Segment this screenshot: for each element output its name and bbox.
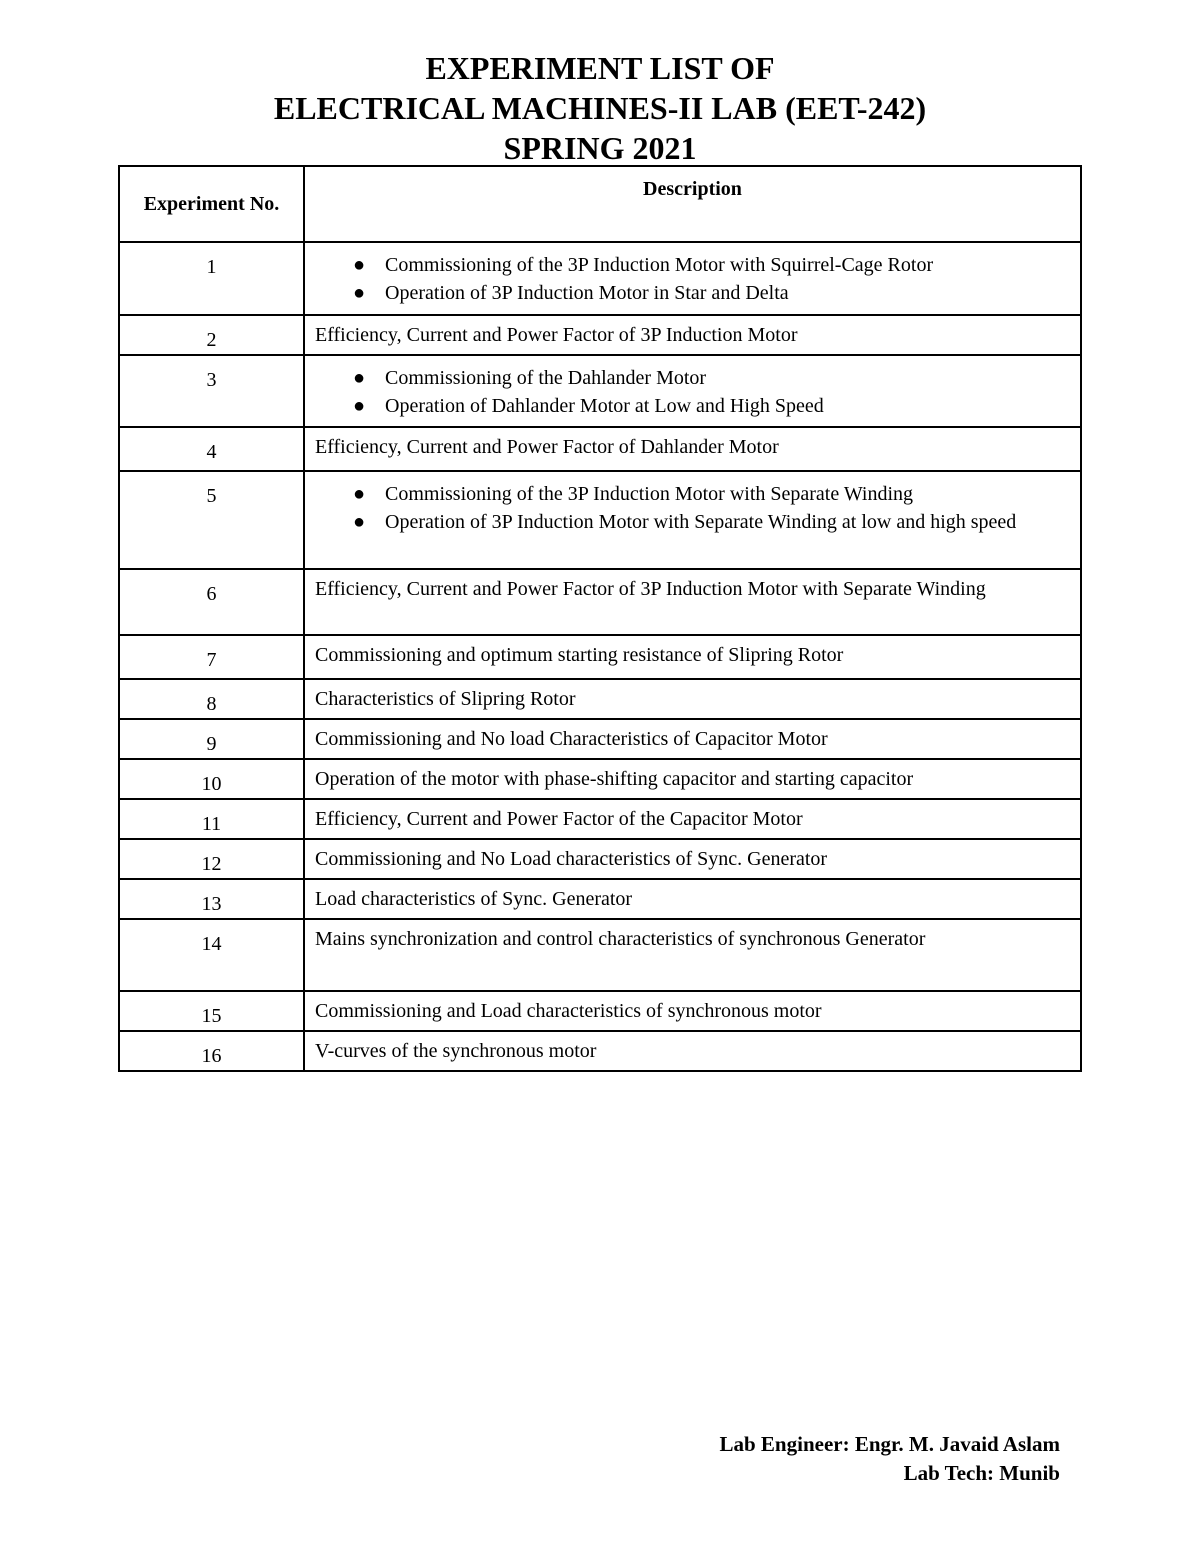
- signature-block: [719, 1430, 1060, 1488]
- table-body: [119, 242, 1081, 1071]
- description-text: Characteristics of Slipring Rotor: [315, 688, 576, 710]
- description-text: Commissioning and No load Characteristics of Capacitor Motor: [315, 728, 828, 750]
- table-row: [119, 242, 1081, 315]
- table-row: [119, 471, 1081, 569]
- experiment-number: 3: [119, 355, 304, 427]
- experiment-number: 12: [119, 839, 304, 879]
- table-row: [119, 315, 1081, 355]
- experiment-description: [304, 355, 1081, 427]
- experiment-number: 4: [119, 427, 304, 471]
- list-item: [315, 279, 1070, 307]
- list-item: [315, 251, 1070, 279]
- description-text: V-curves of the synchronous motor: [315, 1040, 597, 1062]
- table-row: [119, 355, 1081, 427]
- experiment-description: [304, 991, 1081, 1031]
- experiment-number: 2: [119, 315, 304, 355]
- header-description: Description: [304, 166, 1081, 242]
- bullet-icon: ●: [353, 511, 366, 533]
- bullet-text: Commissioning of the Dahlander Motor: [385, 367, 707, 389]
- table-row: [119, 879, 1081, 919]
- list-item: [315, 364, 1070, 392]
- experiment-description: [304, 839, 1081, 879]
- experiment-number: 1: [119, 242, 304, 315]
- experiment-number: 16: [119, 1031, 304, 1071]
- bullet-text: Commissioning of the 3P Induction Motor with Squirrel-Cage Rotor: [385, 254, 934, 276]
- experiment-description: [304, 569, 1081, 635]
- list-item: [315, 480, 1070, 508]
- bullet-icon: ●: [353, 367, 366, 389]
- table-row: [119, 839, 1081, 879]
- experiment-number: 7: [119, 635, 304, 679]
- experiment-description: [304, 759, 1081, 799]
- bullet-text: Operation of 3P Induction Motor with Separate Winding at low and high speed: [385, 511, 1017, 533]
- description-bullet-list: [315, 477, 1070, 536]
- experiment-description: [304, 471, 1081, 569]
- description-text: Operation of the motor with phase-shifting capacitor and starting capacitor: [315, 768, 914, 790]
- table-row: [119, 919, 1081, 991]
- description-text: Efficiency, Current and Power Factor of the Capacitor Motor: [315, 808, 803, 830]
- description-text: Efficiency, Current and Power Factor of 3P Induction Motor: [315, 324, 798, 346]
- description-text: Mains synchronization and control characteristics of synchronous Generator: [315, 928, 926, 950]
- experiment-description: [304, 427, 1081, 471]
- table-row: [119, 719, 1081, 759]
- table-header-row: [119, 166, 1081, 242]
- experiment-number: 8: [119, 679, 304, 719]
- description-text: Load characteristics of Sync. Generator: [315, 888, 633, 910]
- table-row: [119, 759, 1081, 799]
- experiment-description: [304, 799, 1081, 839]
- title-line-1: EXPERIMENT LIST OF: [425, 50, 775, 86]
- list-item: [315, 508, 1070, 536]
- description-text: Commissioning and No Load characteristics of Sync. Generator: [315, 848, 828, 870]
- table-row: [119, 799, 1081, 839]
- experiment-description: [304, 242, 1081, 315]
- description-text: Efficiency, Current and Power Factor of 3P Induction Motor with Separate Winding: [315, 578, 986, 600]
- bullet-text: Operation of Dahlander Motor at Low and High Speed: [385, 395, 824, 417]
- list-item: [315, 392, 1070, 420]
- lab-tech: Lab Tech: Munib: [903, 1461, 1060, 1485]
- bullet-icon: ●: [353, 483, 366, 505]
- description-text: Efficiency, Current and Power Factor of Dahlander Motor: [315, 436, 779, 458]
- lab-engineer: Lab Engineer: Engr. M. Javaid Aslam: [719, 1432, 1060, 1456]
- experiment-description: [304, 879, 1081, 919]
- bullet-icon: ●: [353, 254, 366, 276]
- description-text: Commissioning and optimum starting resistance of Slipring Rotor: [315, 644, 844, 666]
- experiment-number: 15: [119, 991, 304, 1031]
- experiment-description: [304, 919, 1081, 991]
- experiment-number: 11: [119, 799, 304, 839]
- description-bullet-list: [315, 248, 1070, 307]
- experiment-number: 10: [119, 759, 304, 799]
- header-experiment-no: Experiment No.: [119, 166, 304, 242]
- experiment-number: 9: [119, 719, 304, 759]
- experiment-description: [304, 679, 1081, 719]
- table-row: [119, 569, 1081, 635]
- title-line-2: ELECTRICAL MACHINES-II LAB (EET-242): [273, 90, 927, 126]
- table-row: [119, 991, 1081, 1031]
- experiment-description: [304, 315, 1081, 355]
- table-row: [119, 635, 1081, 679]
- experiment-description: [304, 1031, 1081, 1071]
- description-text: Commissioning and Load characteristics of synchronous motor: [315, 1000, 822, 1022]
- experiment-number: 5: [119, 471, 304, 569]
- table-row: [119, 679, 1081, 719]
- experiment-number: 13: [119, 879, 304, 919]
- bullet-text: Commissioning of the 3P Induction Motor with Separate Winding: [385, 483, 914, 505]
- bullet-icon: ●: [353, 282, 366, 304]
- experiment-table: [118, 165, 1082, 1072]
- title-line-3: SPRING 2021: [503, 130, 697, 166]
- experiment-number: 6: [119, 569, 304, 635]
- bullet-icon: ●: [353, 395, 366, 417]
- bullet-text: Operation of 3P Induction Motor in Star and Delta: [385, 282, 789, 304]
- experiment-description: [304, 719, 1081, 759]
- table-row: [119, 1031, 1081, 1071]
- experiment-number: 14: [119, 919, 304, 991]
- experiment-description: [304, 635, 1081, 679]
- document-title: [0, 48, 1200, 168]
- description-bullet-list: [315, 361, 1070, 420]
- table-row: [119, 427, 1081, 471]
